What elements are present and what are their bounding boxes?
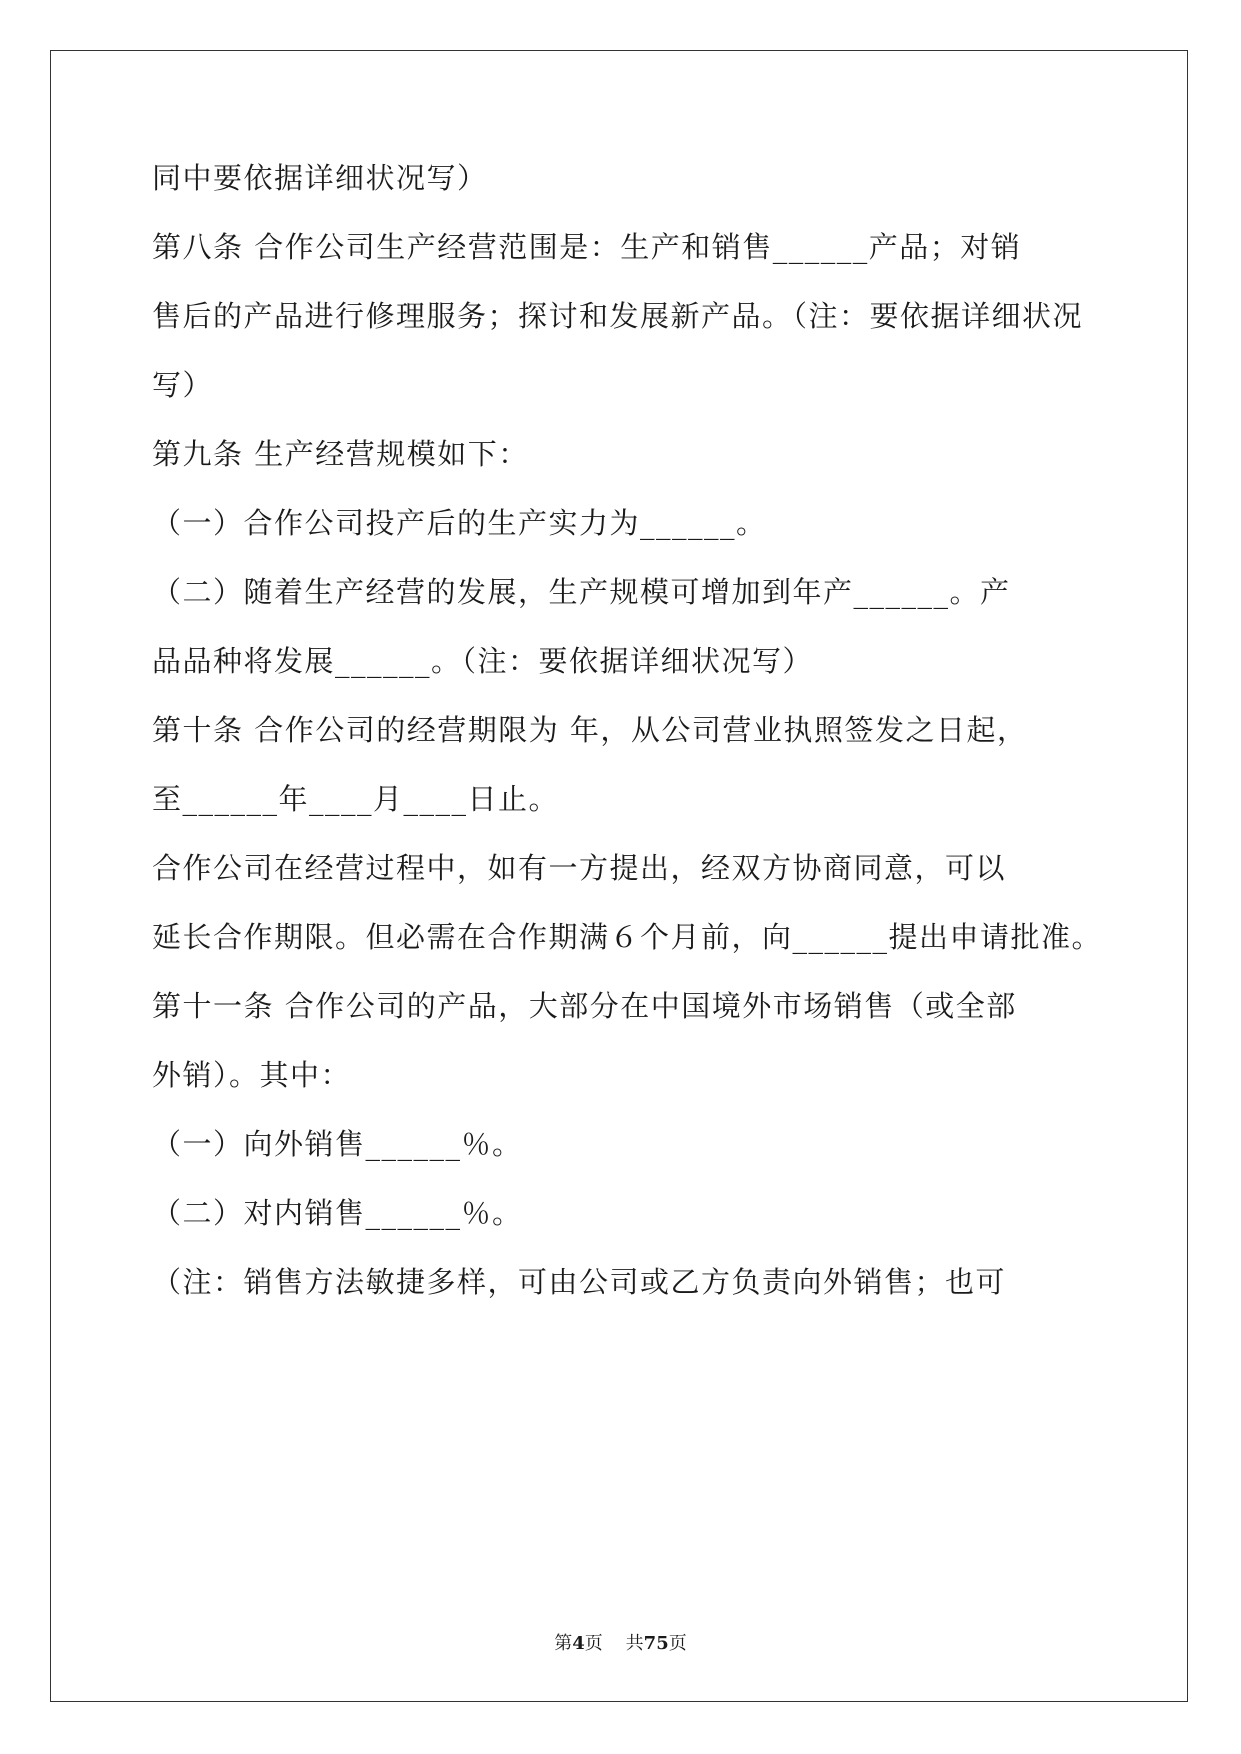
text-line: （二）对内销售______％。 [152,1196,523,1230]
footer-suffix: 页 [668,1633,687,1654]
text-line: 第八条 合作公司生产经营范围是：生产和销售______产品；对销 [152,230,1022,264]
text-line: 至______年____月____日止。 [152,782,560,816]
current-page-number: 4 [572,1633,585,1654]
text-line: 外销）。其中： [152,1058,352,1092]
text-line: 第九条 生产经营规模如下： [152,437,529,471]
page-footer [0,1632,1241,1656]
total-page-count: 75 [643,1633,669,1654]
text-line: （一）合作公司投产后的生产实力为______。 [152,506,767,540]
text-line: 合作公司在经营过程中，如有一方提出，经双方协商同意，可以 [152,851,1007,885]
footer-middle: 页 共 [584,1633,644,1654]
text-line: 写） [152,368,214,402]
text-line: 第十条 合作公司的经营期限为 年，从公司营业执照签发之日起， [152,713,1028,747]
text-line: （注：销售方法敏捷多样，可由公司或乙方负责向外销售；也可 [152,1265,1007,1299]
text-line: （二）随着生产经营的发展，生产规模可增加到年产______。产 [152,575,1011,609]
text-line: 同中要依据详细状况写） [152,161,488,195]
footer-prefix: 第 [554,1633,573,1654]
text-line: 售后的产品进行修理服务；探讨和发展新产品。（注：要依据详细状况 [152,299,1084,333]
text-line: 第十一条 合作公司的产品，大部分在中国境外市场销售（或全部 [152,989,1017,1023]
text-line: （一）向外销售______％。 [152,1127,523,1161]
text-line: 延长合作期限。但必需在合作期满６个月前，向______提出申请批准。 [152,920,1103,954]
text-line: 品品种将发展______。（注：要依据详细状况写） [152,644,814,678]
